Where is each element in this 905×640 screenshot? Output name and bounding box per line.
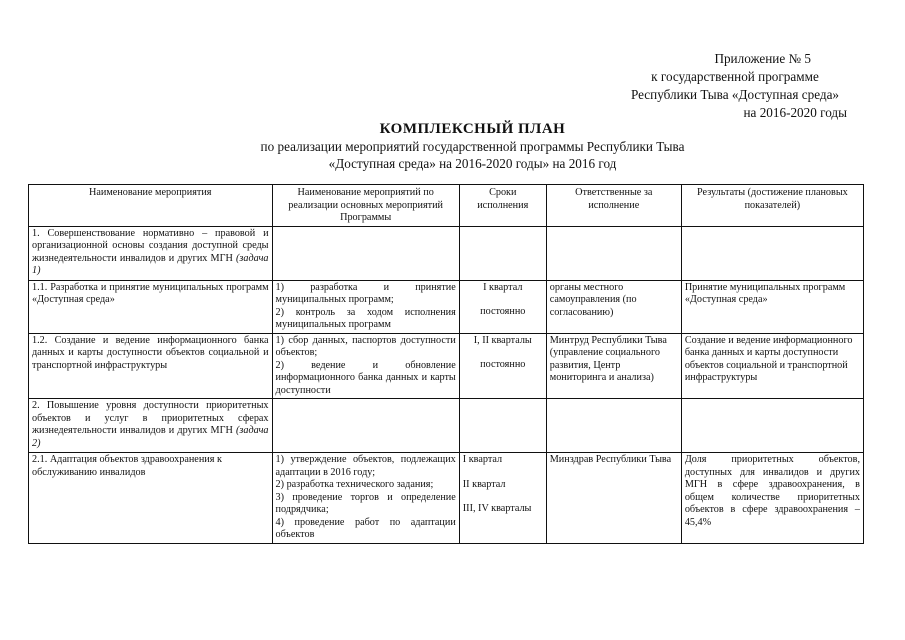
row5-sub-4: 4) проведение работ по адаптации объектов: [275, 516, 456, 540]
document-subtitle-1: по реализации мероприятий государственной программы Республики Тыва: [260, 139, 685, 154]
row2-sub-2: 2) контроль за ходом исполнения муниципальных программ: [275, 306, 456, 330]
row5-results: Доля приоритетных объектов, доступных для инвалидов и других МГН в сфере здравоохранения, в общем количестве приоритетных объектов в сфере здравоохранения – 45,4%: [681, 453, 863, 544]
row4-activity: [29, 399, 273, 453]
row2-sub-activities: [272, 280, 459, 333]
row5-deadline-1: I квартал: [462, 454, 503, 465]
plan-table: [28, 184, 864, 544]
row3-deadlines: [459, 333, 546, 399]
row2-responsible: органы местного самоуправления (по согласованию): [546, 280, 681, 333]
row3-results: Создание и ведение информационного банка данных и карты доступности объектов социальной и транспортной инфраструктуры: [681, 333, 863, 399]
document-subtitle-2: «Доступная среда» на 2016-2020 годы» на 2016 год: [328, 156, 617, 171]
row4-empty-4: [546, 399, 681, 453]
header-sub-activities: Наименование мероприятий по реализации основных мероприятий Программы: [272, 185, 459, 227]
row4-empty-3: [459, 399, 546, 453]
row5-sub-2: 2) разработка технического задания;: [275, 479, 434, 490]
row1-empty-4: [546, 226, 681, 280]
appendix-number: Приложение № 5: [714, 51, 811, 66]
header-results: Результаты (достижение плановых показателей): [681, 185, 863, 227]
header-activity: Наименование мероприятия: [29, 185, 273, 227]
row4-empty-2: [272, 399, 459, 453]
table-header-row: [29, 185, 864, 227]
row1-activity: [29, 226, 273, 280]
header-responsible: Ответственные за исполнение: [546, 185, 681, 227]
table-row: [29, 399, 864, 453]
row2-deadlines: [459, 280, 546, 333]
row1-task-label: (задача 1): [32, 252, 269, 276]
row2-sub-1: 1) разработка и принятие муниципальных программ;: [275, 281, 456, 305]
row5-responsible: Минздрав Республики Тыва: [546, 453, 681, 544]
row3-sub-activities: [272, 333, 459, 399]
row1-empty-2: [272, 226, 459, 280]
row3-deadline-2: постоянно: [480, 359, 526, 370]
row2-deadline-1: I квартал: [483, 281, 523, 293]
document-title-block: [0, 120, 905, 172]
appendix-line-program: к государственной программе: [651, 69, 819, 84]
row2-deadline-2: постоянно: [480, 306, 526, 317]
table-row: [29, 453, 864, 544]
row5-sub-1: 1) утверждение объектов, подлежащих адаптации в 2016 году;: [275, 454, 456, 478]
row5-deadline-2: II квартал: [462, 478, 506, 490]
row5-deadline-3: III, IV кварталы: [462, 503, 532, 514]
row5-deadlines: [459, 453, 546, 544]
row1-activity-text: 1. Совершенствование нормативно – правовой и организационной основы создания доступной среды жизнедеятельности инвалидов и других МГН: [32, 227, 269, 264]
row3-responsible: Минтруд Республики Тыва (управление социального развития, Центр мониторинга и анализа): [546, 333, 681, 399]
row3-deadline-1: I, II кварталы: [473, 334, 532, 346]
table-row: [29, 226, 864, 280]
row1-empty-3: [459, 226, 546, 280]
table-row: [29, 333, 864, 399]
table-row: [29, 280, 864, 333]
appendix-line-republic: Республики Тыва «Доступная среда»: [630, 87, 840, 102]
row2-activity: 1.1. Разработка и принятие муниципальных программ «Доступная среда»: [29, 280, 273, 333]
row4-task-label: (задача 2): [32, 425, 269, 449]
row4-empty-5: [681, 399, 863, 453]
row5-activity: 2.1. Адаптация объектов здравоохранения к обслуживанию инвалидов: [29, 453, 273, 544]
header-deadlines: Сроки исполнения: [459, 185, 546, 227]
row5-sub-activities: [272, 453, 459, 544]
row5-sub-3: 3) проведение торгов и определение подрядчика;: [275, 491, 456, 515]
row2-results: Принятие муниципальных программ «Доступная среда»: [681, 280, 863, 333]
appendix-header: [605, 50, 865, 122]
row4-activity-text: 2. Повышение уровня доступности приоритетных объектов и услуг в приоритетных сферах жизнедеятельности инвалидов и других МГН: [32, 400, 269, 436]
row1-empty-5: [681, 226, 863, 280]
row3-sub-2: 2) ведение и обновление информационного банка данных и карты доступности: [275, 359, 456, 396]
row3-sub-1: 1) сбор данных, паспортов доступности объектов;: [275, 334, 456, 358]
appendix-line-years: на 2016-2020 годы: [743, 105, 847, 120]
document-title: КОМПЛЕКСНЫЙ ПЛАН: [379, 121, 566, 137]
row3-activity: 1.2. Создание и ведение информационного банка данных и карты доступности объектов социальной и транспортной инфраструктуры: [29, 333, 273, 399]
